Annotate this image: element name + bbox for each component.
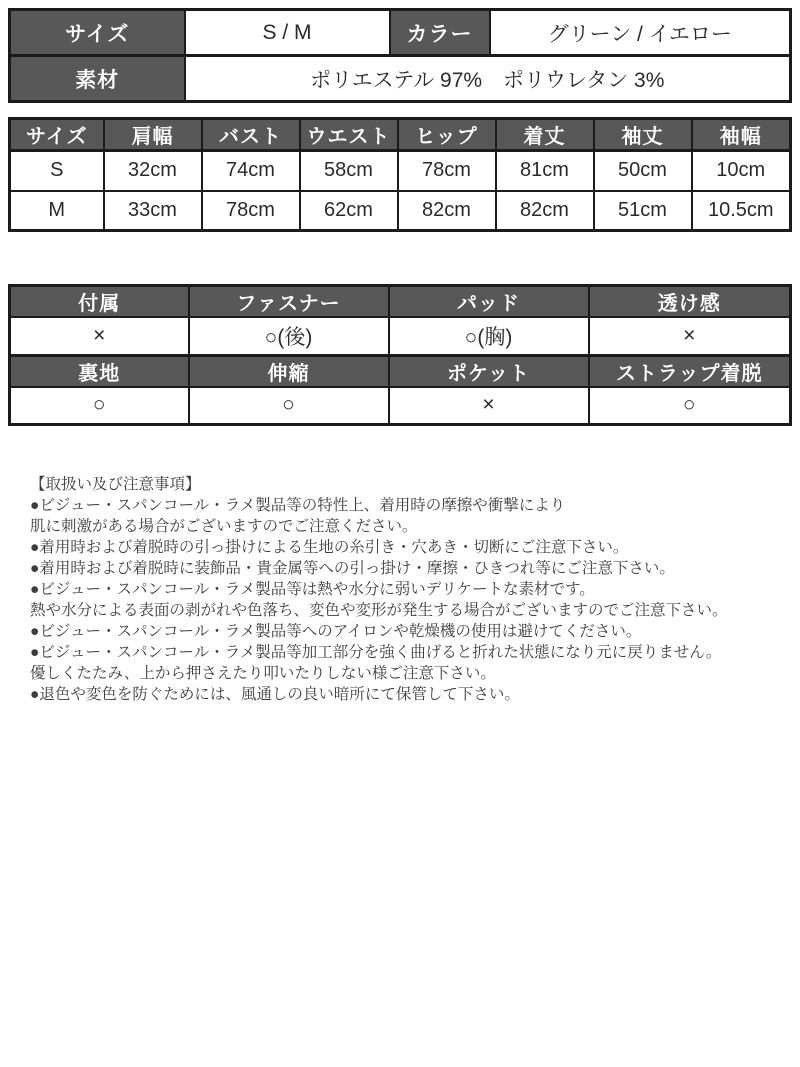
measure-cell: 51cm bbox=[594, 191, 692, 231]
measure-cell: 81cm bbox=[496, 151, 594, 191]
pad-value: ○(胸) bbox=[389, 317, 589, 355]
measure-cell: 78cm bbox=[398, 151, 496, 191]
accessory-value: × bbox=[10, 317, 189, 355]
size-name-cell: S bbox=[10, 151, 104, 191]
feature-table bbox=[8, 284, 792, 426]
measure-cell: 32cm bbox=[104, 151, 202, 191]
care-note-line: 肌に刺激がある場合がございますのでご注意ください。 bbox=[30, 518, 418, 535]
size-row-s bbox=[10, 151, 791, 191]
pad-header: パッド bbox=[389, 286, 589, 318]
care-note-line: ●ビジュー・スパンコール・ラメ製品等へのアイロンや乾燥機の使用は避けてください。 bbox=[30, 623, 642, 640]
spec-table bbox=[8, 8, 792, 103]
measure-cell: 50cm bbox=[594, 151, 692, 191]
spec-row-material bbox=[10, 56, 791, 102]
measure-cell: 62cm bbox=[300, 191, 398, 231]
sheerness-value: × bbox=[589, 317, 791, 355]
spec-size-label: サイズ bbox=[10, 10, 185, 56]
accessory-header: 付属 bbox=[10, 286, 189, 318]
measure-cell: 82cm bbox=[496, 191, 594, 231]
size-row-m bbox=[10, 191, 791, 231]
pocket-value: × bbox=[389, 387, 589, 425]
care-note-line: 優しくたたみ、上から押さえたり叩いたりしない様ご注意下さい。 bbox=[30, 665, 496, 682]
length-col-header: 着丈 bbox=[496, 119, 594, 151]
spec-material-label: 素材 bbox=[10, 56, 185, 102]
size-col-header: サイズ bbox=[10, 119, 104, 151]
measure-cell: 10cm bbox=[692, 151, 791, 191]
feature-header-row-2 bbox=[10, 355, 791, 387]
spec-size-value: S / M bbox=[185, 10, 390, 56]
care-note-line: ●退色や変色を防ぐためには、風通しの良い暗所にて保管して下さい。 bbox=[30, 686, 520, 703]
spec-row-size-color bbox=[10, 10, 791, 56]
care-note-line: ●ビジュー・スパンコール・ラメ製品等は熱や水分に弱いデリケートな素材です。 bbox=[30, 581, 595, 598]
care-notes-heading: 【取扱い及び注意事項】 bbox=[30, 476, 201, 493]
sleeve-width-col-header: 袖幅 bbox=[692, 119, 791, 151]
care-note-line: ●着用時および着脱時の引っ掛けによる生地の糸引き・穴あき・切断にご注意下さい。 bbox=[30, 539, 629, 556]
measure-cell: 74cm bbox=[202, 151, 300, 191]
measure-cell: 82cm bbox=[398, 191, 496, 231]
care-note-line: ●ビジュー・スパンコール・ラメ製品等加工部分を強く曲げると折れた状態になり元に戻りません。 bbox=[30, 644, 722, 661]
bust-col-header: バスト bbox=[202, 119, 300, 151]
spec-material-value: ポリエステル 97% ポリウレタン 3% bbox=[185, 56, 791, 102]
size-name-cell: M bbox=[10, 191, 104, 231]
care-notes bbox=[30, 474, 800, 705]
measure-cell: 78cm bbox=[202, 191, 300, 231]
measure-cell: 10.5cm bbox=[692, 191, 791, 231]
pocket-header: ポケット bbox=[389, 355, 589, 387]
stretch-value: ○ bbox=[189, 387, 389, 425]
fastener-header: ファスナー bbox=[189, 286, 389, 318]
lining-header: 裏地 bbox=[10, 355, 189, 387]
care-note-line: 熱や水分による表面の剥がれや色落ち、変色や変形が発生する場合がございますのでご注意下さい。 bbox=[30, 602, 728, 619]
feature-value-row-2 bbox=[10, 387, 791, 425]
shoulder-col-header: 肩幅 bbox=[104, 119, 202, 151]
strap-header: ストラップ着脱 bbox=[589, 355, 791, 387]
stretch-header: 伸縮 bbox=[189, 355, 389, 387]
lining-value: ○ bbox=[10, 387, 189, 425]
hip-col-header: ヒップ bbox=[398, 119, 496, 151]
spec-color-value: グリーン / イエロー bbox=[490, 10, 791, 56]
sleeve-length-col-header: 袖丈 bbox=[594, 119, 692, 151]
spec-color-label: カラー bbox=[390, 10, 490, 56]
care-note-line: ●ビジュー・スパンコール・ラメ製品等の特性上、着用時の摩擦や衝撃により bbox=[30, 497, 566, 514]
waist-col-header: ウエスト bbox=[300, 119, 398, 151]
care-note-line: ●着用時および着脱時に装飾品・貴金属等への引っ掛け・摩擦・ひきつれ等にご注意下さい。 bbox=[30, 560, 675, 577]
measure-cell: 58cm bbox=[300, 151, 398, 191]
fastener-value: ○(後) bbox=[189, 317, 389, 355]
size-table-header-row bbox=[10, 119, 791, 151]
feature-value-row-1 bbox=[10, 317, 791, 355]
strap-value: ○ bbox=[589, 387, 791, 425]
sheerness-header: 透け感 bbox=[589, 286, 791, 318]
feature-header-row-1 bbox=[10, 286, 791, 318]
product-spec-page bbox=[0, 8, 800, 1067]
measure-cell: 33cm bbox=[104, 191, 202, 231]
size-table bbox=[8, 117, 792, 232]
